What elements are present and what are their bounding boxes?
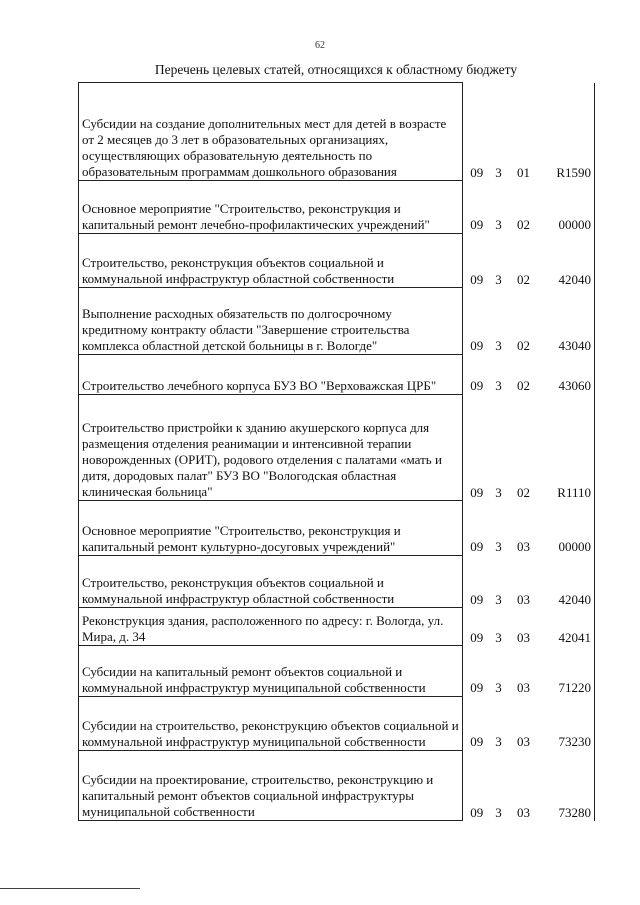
table-row <box>79 197 595 233</box>
row-code-1: 09 <box>470 539 484 554</box>
row-code-1: 09 <box>470 271 484 287</box>
page-number: 62 <box>315 40 325 51</box>
row-code-1: 09 <box>470 217 484 232</box>
row-description: Субсидии на проектирование, строительство, реконструкцию и капитальный ремонт объектов социальной инфраструктуры муниципальной собственности <box>79 767 463 821</box>
table-row <box>79 767 595 821</box>
table-row <box>79 660 595 696</box>
row-code-2: 3 <box>495 217 502 232</box>
row-code-4: 43040 <box>541 302 595 354</box>
row-code-4: 73280 <box>541 767 595 821</box>
row-code-3: 03 <box>517 591 530 607</box>
row-code-4: R1110 <box>541 411 595 501</box>
row-description: Субсидии на строительство, реконструкцию объектов социальной и коммунальной инфраструктур муниципальной собственности <box>79 696 463 750</box>
target-articles-table <box>78 82 595 821</box>
row-code-1: 09 <box>470 378 484 393</box>
row-code-1: 09 <box>470 338 484 353</box>
row-code-3: 03 <box>517 734 530 749</box>
row-description: Реконструкция здания, расположенного по адресу: г. Вологда, ул. Мира, д. 34 <box>79 608 463 646</box>
row-code-4: 42041 <box>541 608 595 646</box>
row-code-4: 43060 <box>541 354 595 394</box>
row-code-1: 09 <box>470 804 484 820</box>
row-code-2: 3 <box>495 338 502 353</box>
row-code-4: R1590 <box>541 83 595 181</box>
row-code-2: 3 <box>495 591 502 607</box>
row-description: Основное мероприятие "Строительство, реконструкция и капитальный ремонт лечебно-профилактических учреждений" <box>79 197 463 233</box>
row-description: Строительство, реконструкция объектов социальной и коммунальной инфраструктур областной собственности <box>79 250 463 288</box>
row-code-3: 02 <box>517 484 530 500</box>
row-code-3: 03 <box>517 680 530 695</box>
row-code-2: 3 <box>495 734 502 749</box>
row-code-2: 3 <box>495 680 502 695</box>
table-row <box>79 517 595 555</box>
row-code-4: 00000 <box>541 517 595 555</box>
row-description: Строительство пристройки к зданию акушерского корпуса для размещения отделения реанимации и интенсивной терапии новорожденных (ОРИТ), родового отделения с палатами «мать и дитя, дородовых палат" БУЗ ВО "Вологодская областная клиническая больница" <box>79 411 463 501</box>
row-code-2: 3 <box>495 539 502 554</box>
table-row <box>79 250 595 288</box>
row-code-3: 02 <box>517 378 530 393</box>
row-description: Строительство, реконструкция объектов социальной и коммунальной инфраструктур областной собственности <box>79 572 463 608</box>
row-code-2: 3 <box>495 271 502 287</box>
row-code-3: 02 <box>517 217 530 232</box>
row-description: Субсидии на создание дополнительных мест для детей в возрасте от 2 месяцев до 3 лет в образовательных организациях, осуществляющих образовательную деятельность по образовательным программам дошкольного образования <box>79 83 463 181</box>
table-row <box>79 411 595 501</box>
row-code-1: 09 <box>470 734 484 749</box>
row-code-2: 3 <box>495 804 502 820</box>
row-code-1: 09 <box>470 164 484 180</box>
row-code-3: 01 <box>517 164 530 180</box>
row-code-4: 00000 <box>541 197 595 233</box>
row-code-4: 71220 <box>541 660 595 696</box>
row-description: Строительство лечебного корпуса БУЗ ВО "Верховажская ЦРБ" <box>79 354 463 394</box>
table-row <box>79 354 595 394</box>
row-code-3: 03 <box>517 804 530 820</box>
row-code-1: 09 <box>470 680 484 695</box>
table-row <box>79 608 595 646</box>
row-code-3: 02 <box>517 338 530 353</box>
row-code-3: 03 <box>517 539 530 554</box>
row-code-2: 3 <box>495 164 502 180</box>
row-code-4: 42040 <box>541 250 595 288</box>
bottom-divider <box>0 888 140 889</box>
document-title: Перечень целевых статей, относящихся к областному бюджету <box>154 62 518 77</box>
table-row <box>79 572 595 608</box>
row-description: Основное мероприятие "Строительство, реконструкция и капитальный ремонт культурно-досуговых учреждений" <box>79 517 463 555</box>
row-description: Субсидии на капитальный ремонт объектов социальной и коммунальной инфраструктур муниципальной собственности <box>79 660 463 696</box>
row-code-1: 09 <box>470 591 484 607</box>
table-row <box>79 302 595 354</box>
table-row <box>79 83 595 181</box>
row-code-4: 42040 <box>541 572 595 608</box>
row-code-2: 3 <box>495 629 502 645</box>
row-code-1: 09 <box>470 629 484 645</box>
row-code-1: 09 <box>470 484 484 500</box>
row-code-3: 02 <box>517 271 530 287</box>
row-code-3: 03 <box>517 629 530 645</box>
row-description: Выполнение расходных обязательств по долгосрочному кредитному контракту области "Завершение строительства комплекса областной детской больницы в г. Вологде" <box>79 302 463 354</box>
row-code-4: 73230 <box>541 696 595 750</box>
table-row <box>79 696 595 750</box>
row-code-2: 3 <box>495 484 502 500</box>
row-code-2: 3 <box>495 378 502 393</box>
